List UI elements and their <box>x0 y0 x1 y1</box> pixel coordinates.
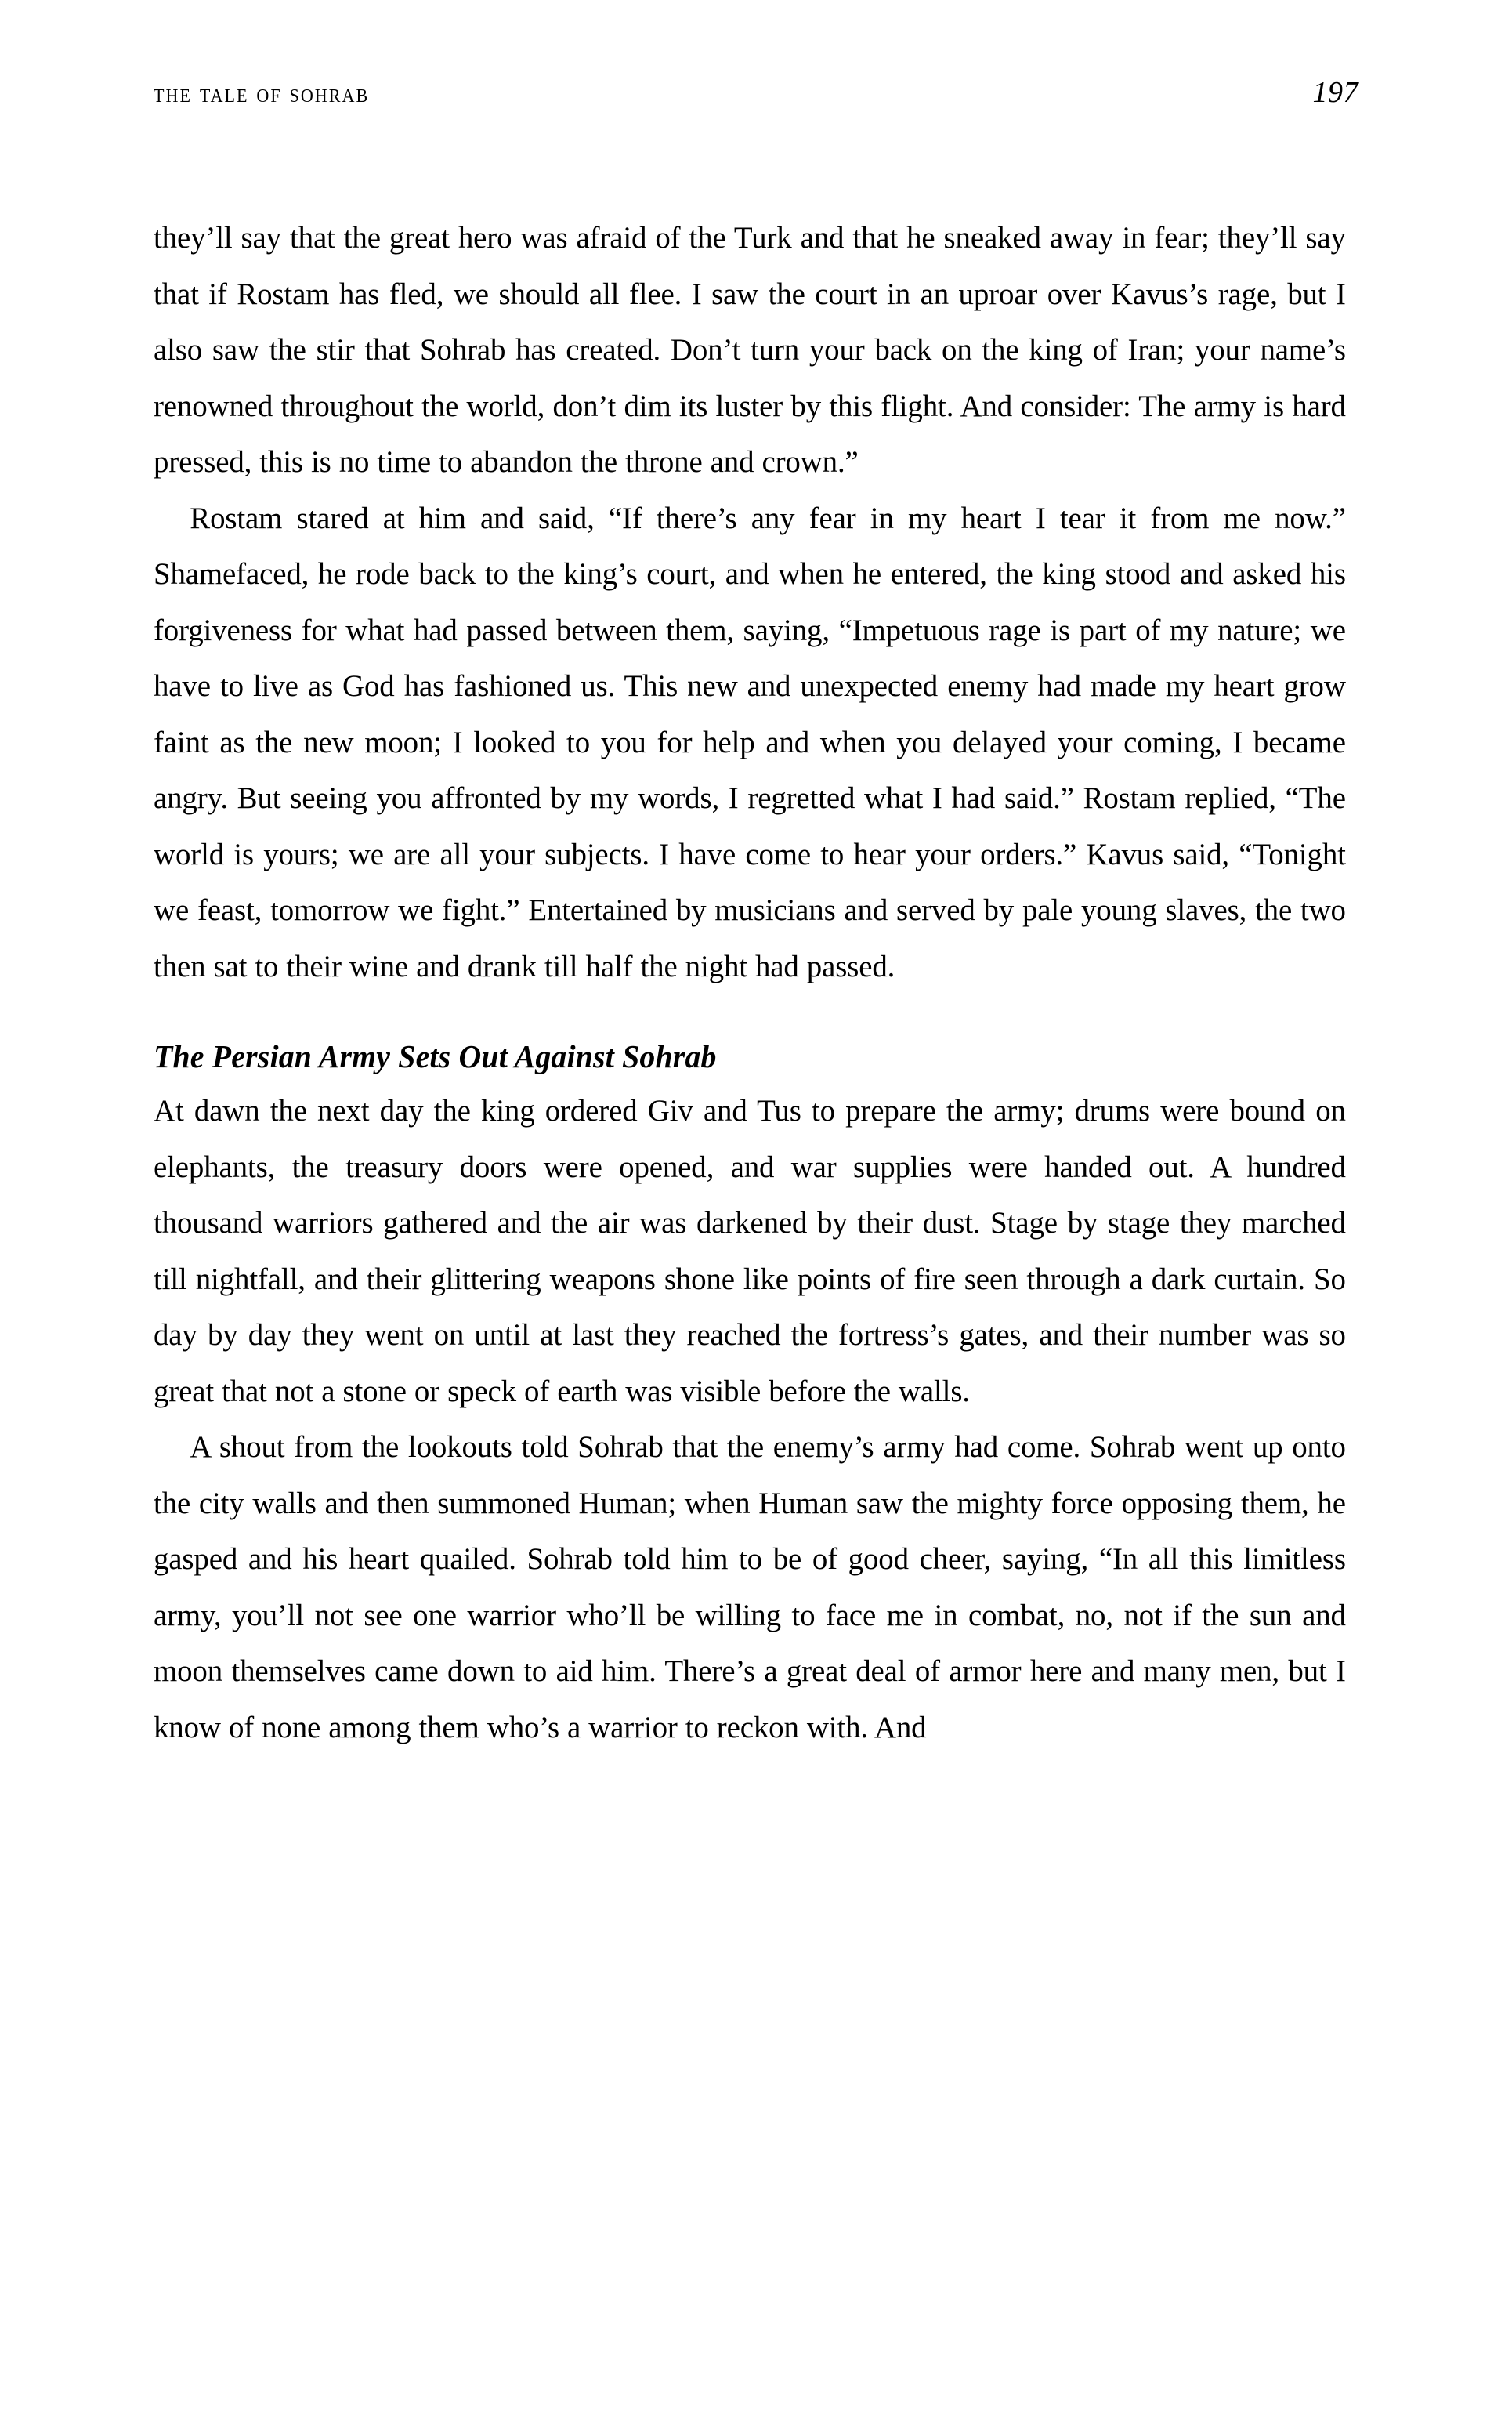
paragraph-3: At dawn the next day the king ordered Giv and Tus to prepare the army; drums were bound on elephants, the treasury doors were opened, and war supplies were handed out. A hundred thousand warriors gathered and the air was darkened by their dust. Stage by stage they marched till nightfall, and their glittering weapons shone like points of fire seen through a dark curtain. So day by day they went on until at last they reached the fortress’s gates, and their number was so great that not a stone or speck of earth was visible before the walls. <box>154 1093 1346 1408</box>
paragraph-2: Rostam stared at him and said, “If there’s any fear in my heart I tear it from me now.” Shamefaced, he rode back to the king’s court, and when he entered, the king stood and asked his forgiveness for what had passed between them, saying, “Impetuous rage is part of my nature; we have to live as God has fashioned us. This new and unexpected enemy had made my heart grow faint as the new moon; I looked to you for help and when you delayed your coming, I became angry. But seeing you affronted by my words, I regretted what I had said.” Rostam replied, “The world is yours; we are all your subjects. I have come to hear your orders.” Kavus said, “Tonight we feast, tomorrow we fight.” Entertained by musicians and served by pale young slaves, the two then sat to their wine and drank till half the night had passed. <box>154 500 1346 983</box>
running-head <box>154 75 1358 122</box>
section-heading: The Persian Army Sets Out Against Sohrab <box>154 1038 717 1074</box>
paragraph-4: A shout from the lookouts told Sohrab that the enemy’s army had come. Sohrab went up onto the city walls and then summoned Human; when Human saw the mighty force opposing them, he gasped and his heart quailed. Sohrab told him to be of good cheer, saying, “In all this limitless army, you’ll not see one warrior who’ll be willing to face me in combat, no, not if the sun and moon themselves came down to aid him. There’s a great deal of armor here and many men, but I know of none among them who’s a warrior to reckon with. And <box>154 1429 1346 1744</box>
running-head-title: the tale of sohrab <box>154 79 370 108</box>
page-number: 197 <box>1312 76 1358 109</box>
text-block <box>154 210 1364 1755</box>
paragraph-1: they’ll say that the great hero was afraid of the Turk and that he sneaked away in fear; they’ll say that if Rostam has fled, we should all flee. I saw the court in an uproar over Kavus’s rage, but I also saw the stir that Sohrab has created. Don’t turn your back on the king of Iran; your name’s renowned throughout the world, don’t dim its luster by this flight. And consider: The army is hard pressed, this is no time to abandon the throne and crown.” <box>154 220 1346 479</box>
